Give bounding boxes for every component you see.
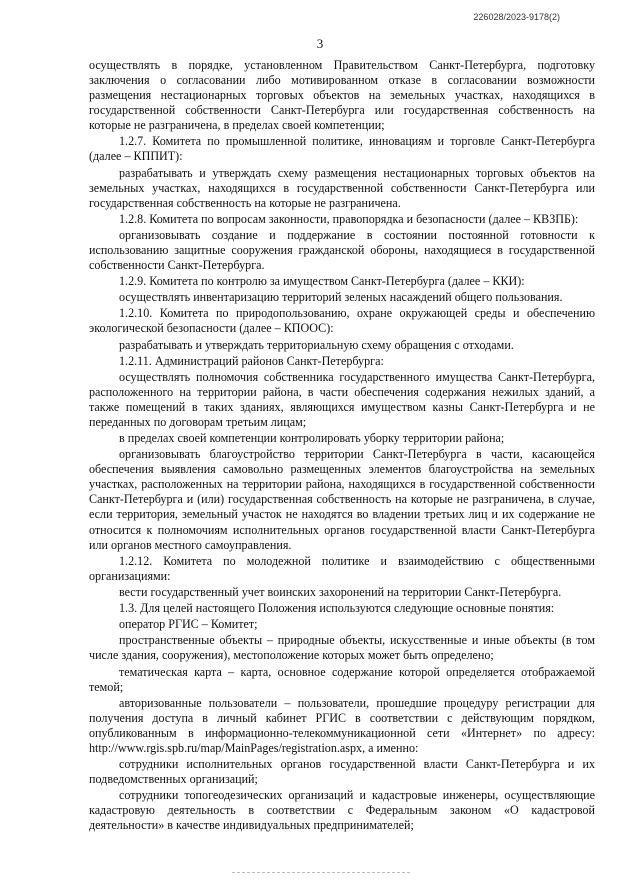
paragraph: авторизованные пользователи – пользователи, прошедшие процедуру регистрации для получения доступа в личный кабинет РГИС в соответствии с действующим порядком, опубликованным в информационно-телекоммуникационной сети «Интернет» по адресу: http://www.rgis.spb.ru/map/MainPages/registration.aspx, а именно: — [89, 695, 595, 755]
paragraph: сотрудники исполнительных органов государственной власти Санкт-Петербурга и их подведомственных организаций; — [89, 756, 595, 787]
document-body — [89, 58, 595, 834]
paragraph: разрабатывать и утверждать территориальную схему обращения с отходами. — [119, 337, 514, 352]
paragraph: тематическая карта – карта, основное содержание которой определяется отображаемой темой; — [89, 664, 595, 694]
paragraph: вести государственный учет воинских захоронений на территории Санкт-Петербурга. — [119, 584, 562, 599]
paragraph: 1.2.8. Комитета по вопросам законности, правопорядка и безопасности (далее – КВЗПБ): — [119, 211, 579, 226]
paragraph: осуществлять полномочия собственника государственного имущества Санкт-Петербурга, расположенного на территории района, в части обеспечения содержания нежилых зданий, а также помещений в таких зданиях, являющихся имуществом казны Санкт-Петербурга и не переданных по договорам третьим лицам; — [89, 369, 595, 430]
paragraph: осуществлять инвентаризацию территорий зеленых насаждений общего пользования. — [119, 290, 563, 305]
paragraph: оператор РГИС – Комитет; — [119, 617, 258, 632]
paragraph: пространственные объекты – природные объекты, искусственные и иные объекты (в том числе здания, сооружения), местоположение которых может быть определено; — [89, 633, 595, 663]
paragraph: организовывать благоустройство территории Санкт-Петербурга в части, касающейся обеспечения выявления самовольно размещенных элементов благоустройства на земельных участках, расположенных на территории района, находящихся в государственной собственности Санкт-Петербурга и (или) государственная собственность на которые не разграничена, в случае, если территория, земельный участок не находятся во владении третьих лиц и их содержание не относится к полномочиям исполнительных органов государственной власти Санкт-Петербурга или органов местного самоуправления. — [89, 447, 595, 552]
paragraph: 1.2.7. Комитета по промышленной политике, инновациям и торговле Санкт-Петербурга (далее – КППИТ): — [89, 134, 595, 164]
paragraph: осуществлять в порядке, установленном Правительством Санкт-Петербурга, подготовку заключения о согласовании либо мотивированном отказе в согласовании возможности размещения нестационарных торговых объектов на земельных участках, находящихся в государственной собственности Санкт-Петербурга или государственная собственность на которые не разграничена, в пределах своей компетенции; — [89, 58, 595, 133]
paragraph: в пределах своей компетенции контролировать уборку территории района; — [119, 431, 505, 446]
paragraph: 1.2.11. Администраций районов Санкт-Петербурга: — [119, 353, 384, 368]
paragraph: 1.2.9. Комитета по контролю за имуществом Санкт-Петербурга (далее – ККИ): — [119, 274, 525, 289]
paragraph: организовывать создание и поддержание в состоянии постоянной готовности к использованию защитные сооружения гражданской обороны, находящиеся в государственной собственности Санкт-Петербурга. — [89, 227, 595, 272]
paragraph: 1.2.12. Комитета по молодежной политике и взаимодействию с общественными организациями: — [89, 553, 595, 583]
paragraph: сотрудники топогеодезических организаций и кадастровые инженеры, осуществляющие кадастровую деятельность в соответствии с Федеральным законом «О кадастровой деятельности» в качестве индивидуальных предпринимателей; — [89, 788, 595, 833]
paragraph: 1.3. Для целей настоящего Положения используются следующие основные понятия: — [119, 601, 555, 616]
footer-divider — [232, 872, 410, 873]
paragraph: разрабатывать и утверждать схему размещения нестационарных торговых объектов на земельных участках, находящихся в государственной собственности Санкт-Петербурга или государственная собственность на которые не разграничена. — [89, 165, 595, 210]
document-number: 226028/2023-9178(2) — [473, 12, 560, 22]
page-number: 3 — [316, 36, 324, 51]
paragraph: 1.2.10. Комитета по природопользованию, охране окружающей среды и обеспечению экологической безопасности (далее – КПООС): — [89, 306, 595, 336]
